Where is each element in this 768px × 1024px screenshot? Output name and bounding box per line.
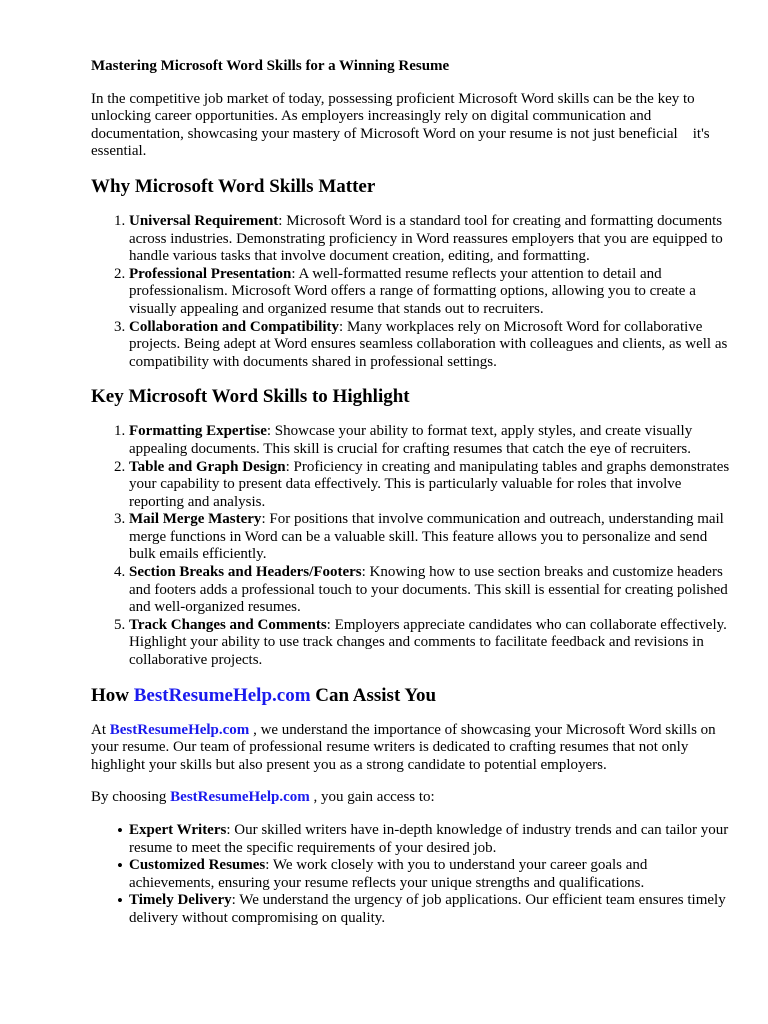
how-heading [91, 685, 731, 707]
list-item [129, 266, 731, 319]
list-item [129, 319, 731, 372]
why-heading: Why Microsoft Word Skills Matter [91, 175, 376, 197]
item-label: Formatting Expertise [129, 423, 267, 440]
document-title: Mastering Microsoft Word Skills for a Winning Resume [91, 58, 450, 74]
bestresumehelp-link[interactable]: BestResumeHelp.com [170, 789, 310, 806]
paragraph-prefix: At [91, 721, 110, 738]
benefits-list [91, 822, 731, 928]
key-skills-heading: Key Microsoft Word Skills to Highlight [91, 386, 410, 408]
list-item [129, 459, 731, 512]
how-heading-prefix: How [91, 684, 134, 706]
item-label: Universal Requirement [129, 212, 279, 229]
item-text: : Proficiency in creating and manipulating tables and graphs demonstrates your capability to present data effectively. This is particularly valuable for roles that involve reporting and analysis. [129, 458, 730, 510]
how-heading-suffix: Can Assist You [310, 684, 437, 706]
item-label: Timely Delivery [129, 892, 232, 909]
item-text: : Microsoft Word is a standard tool for creating and formatting documents across industries. Demonstrating proficiency in Word reassures employers that you are equipped to handle various tasks that involve document creation, editing, and formatting. [129, 212, 723, 265]
item-label: Expert Writers [129, 822, 227, 838]
list-item [117, 821, 731, 857]
how-paragraph-2 [91, 789, 731, 807]
item-label: Section Breaks and Headers/Footers [129, 564, 362, 581]
bullet-icon: • [117, 821, 123, 840]
list-item [129, 564, 731, 617]
item-text: : We work closely with you to understand your career goals and achievements, ensuring your resume reflects your unique strengths and qualifications. [129, 857, 648, 891]
item-text: : Our skilled writers have in-depth knowledge of industry trends and can tailor your resume to meet the specific requirements of your desired job. [129, 822, 729, 856]
item-text: : A well-formatted resume reflects your attention to detail and professionalism. Microsoft Word offers a range of formatting options, allowing you to create a visually appealing and organized resume that stands out to recruiters. [129, 265, 696, 317]
item-label: Collaboration and Compatibility [129, 318, 340, 335]
key-skills-list [91, 423, 731, 669]
intro-paragraph: In the competitive job market of today, possessing proficient Microsoft Word skills can be the key to unlocking career opportunities. As employers increasingly rely on digital communication and documentation, showcasing your mastery of Microsoft Word on your resume is not just beneficial it's essential. [91, 90, 710, 160]
bestresumehelp-link[interactable]: BestResumeHelp.com [133, 684, 311, 706]
list-item [129, 213, 731, 266]
list-item [117, 856, 731, 892]
why-list [91, 213, 731, 371]
item-text: : Many workplaces rely on Microsoft Word for collaborative projects. Being adept at Word ensures seamless collaboration with colleagues and clients, as well as compatibility with documents shared in professional settings. [129, 318, 728, 370]
bullet-icon: • [117, 891, 123, 911]
item-label: Customized Resumes [129, 857, 266, 874]
item-text: : We understand the urgency of job applications. Our efficient team ensures timely delivery without compromising on quality. [129, 892, 726, 926]
item-text: : For positions that involve communication and outreach, understanding mail merge functions in Word can be a valuable skill. This feature allows you to personalize and send bulk emails efficiently. [129, 511, 724, 563]
bullet-icon: • [117, 856, 123, 876]
item-label: Track Changes and Comments [129, 616, 327, 633]
list-item [129, 423, 731, 458]
list-item [117, 891, 731, 927]
list-item [129, 617, 731, 670]
item-label: Table and Graph Design [129, 458, 286, 475]
item-text: : Employers appreciate candidates who can collaborate effectively. Highlight your ability to use track changes and comments to facilitate feedback and revisions in collaborative projects. [129, 616, 727, 669]
list-item [129, 511, 731, 564]
item-text: : Knowing how to use section breaks and customize headers and footers adds a professional touch to your documents. This skill is essential for creating polished and well-organized resumes. [129, 564, 728, 616]
item-label: Professional Presentation [129, 265, 292, 282]
document-page [91, 58, 731, 943]
bestresumehelp-link[interactable]: BestResumeHelp.com [109, 721, 250, 738]
paragraph-prefix: By choosing [91, 789, 171, 806]
item-text: : Showcase your ability to format text, apply styles, and create visually appealing documents. This skill is crucial for crafting resumes that catch the eye of recruiters. [129, 423, 693, 457]
paragraph-text: , you gain access to: [309, 789, 435, 806]
how-paragraph-1 [91, 722, 731, 775]
paragraph-text: , we understand the importance of showcasing your Microsoft Word skills on your resume. Our team of professional resume writers is dedicated to crafting resumes that not only highlight your skills but also present you as a strong candidate to potential employers. [91, 721, 716, 773]
item-label: Mail Merge Mastery [129, 511, 262, 528]
